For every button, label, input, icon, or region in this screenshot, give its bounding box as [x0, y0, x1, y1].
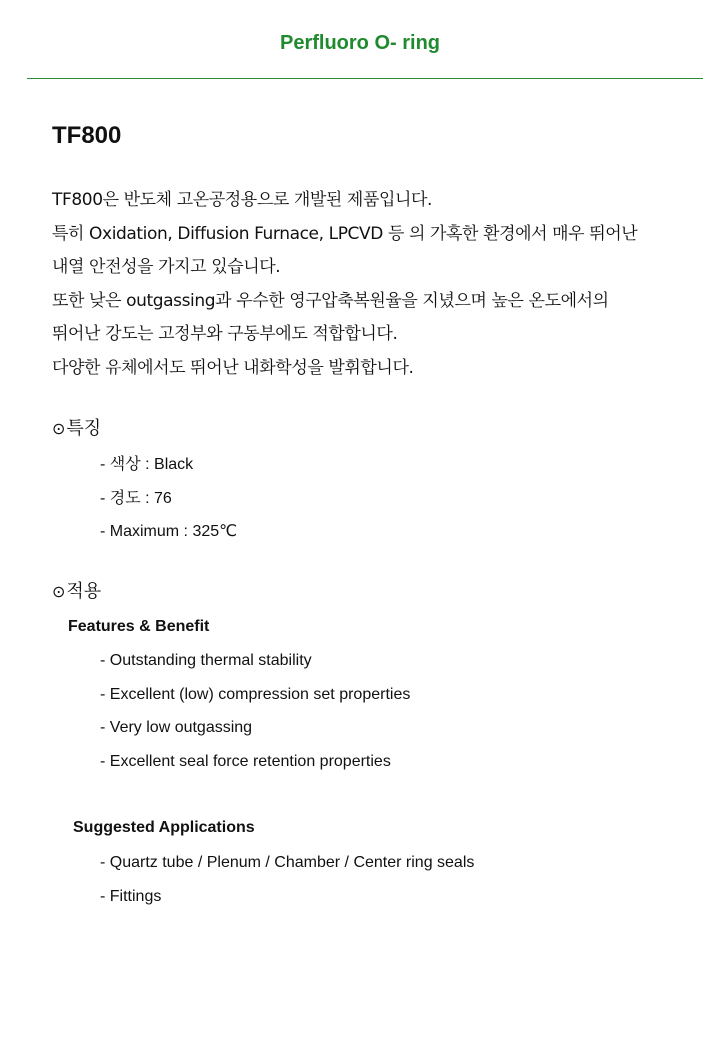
description-line: TF800은 반도체 고온공정용으로 개발된 제품입니다.: [52, 190, 433, 210]
application-heading-label: 적용: [66, 581, 102, 602]
feature-item: - Very low outgassing: [100, 719, 253, 737]
application-item: - Quartz tube / Plenum / Chamber / Center ring seals: [100, 854, 475, 871]
suggested-applications-heading: Suggested Applications: [73, 819, 255, 836]
feature-item: - Excellent seal force retention properties: [100, 752, 391, 770]
characteristics-list: [100, 448, 237, 549]
features-list: [100, 644, 410, 778]
spec-item-max-temp: - Maximum : 325℃: [100, 523, 238, 541]
description-line: 뛰어난 강도는 고정부와 구동부에도 적합합니다.: [52, 324, 398, 345]
feature-item: - Outstanding thermal stability: [100, 652, 312, 669]
header-divider: [27, 78, 703, 79]
description-line: 또한 낮은 outgassing과 우수한 영구압축복원율을 지녔으며 높은 온도에서의: [52, 290, 609, 311]
feature-item: - Excellent (low) compression set properties: [100, 685, 411, 703]
spec-item-color: - 색상 : Black: [100, 456, 194, 473]
spec-item-hardness: - 경도 : 76: [100, 489, 172, 507]
circle-dot-icon: ⊙: [52, 582, 66, 601]
description-line: 다양한 유체에서도 뛰어난 내화학성을 발휘합니다.: [52, 357, 414, 378]
suggested-applications-list: [100, 846, 474, 913]
product-name: TF800: [52, 122, 122, 149]
page-title: Perfluoro O- ring: [280, 32, 440, 54]
description-line: 특히 Oxidation, Diffusion Furnace, LPCVD 등 의 가혹한 환경에서 매우 뛰어난: [52, 223, 638, 244]
characteristics-heading: [52, 414, 101, 444]
application-heading: [52, 577, 101, 607]
description-line: 내열 안전성을 가지고 있습니다.: [52, 257, 281, 278]
characteristics-heading-label: 특징: [66, 418, 102, 439]
features-heading: Features & Benefit: [68, 618, 210, 635]
circle-dot-icon: ⊙: [52, 419, 66, 438]
application-item: - Fittings: [100, 887, 162, 905]
product-description: [52, 184, 692, 386]
